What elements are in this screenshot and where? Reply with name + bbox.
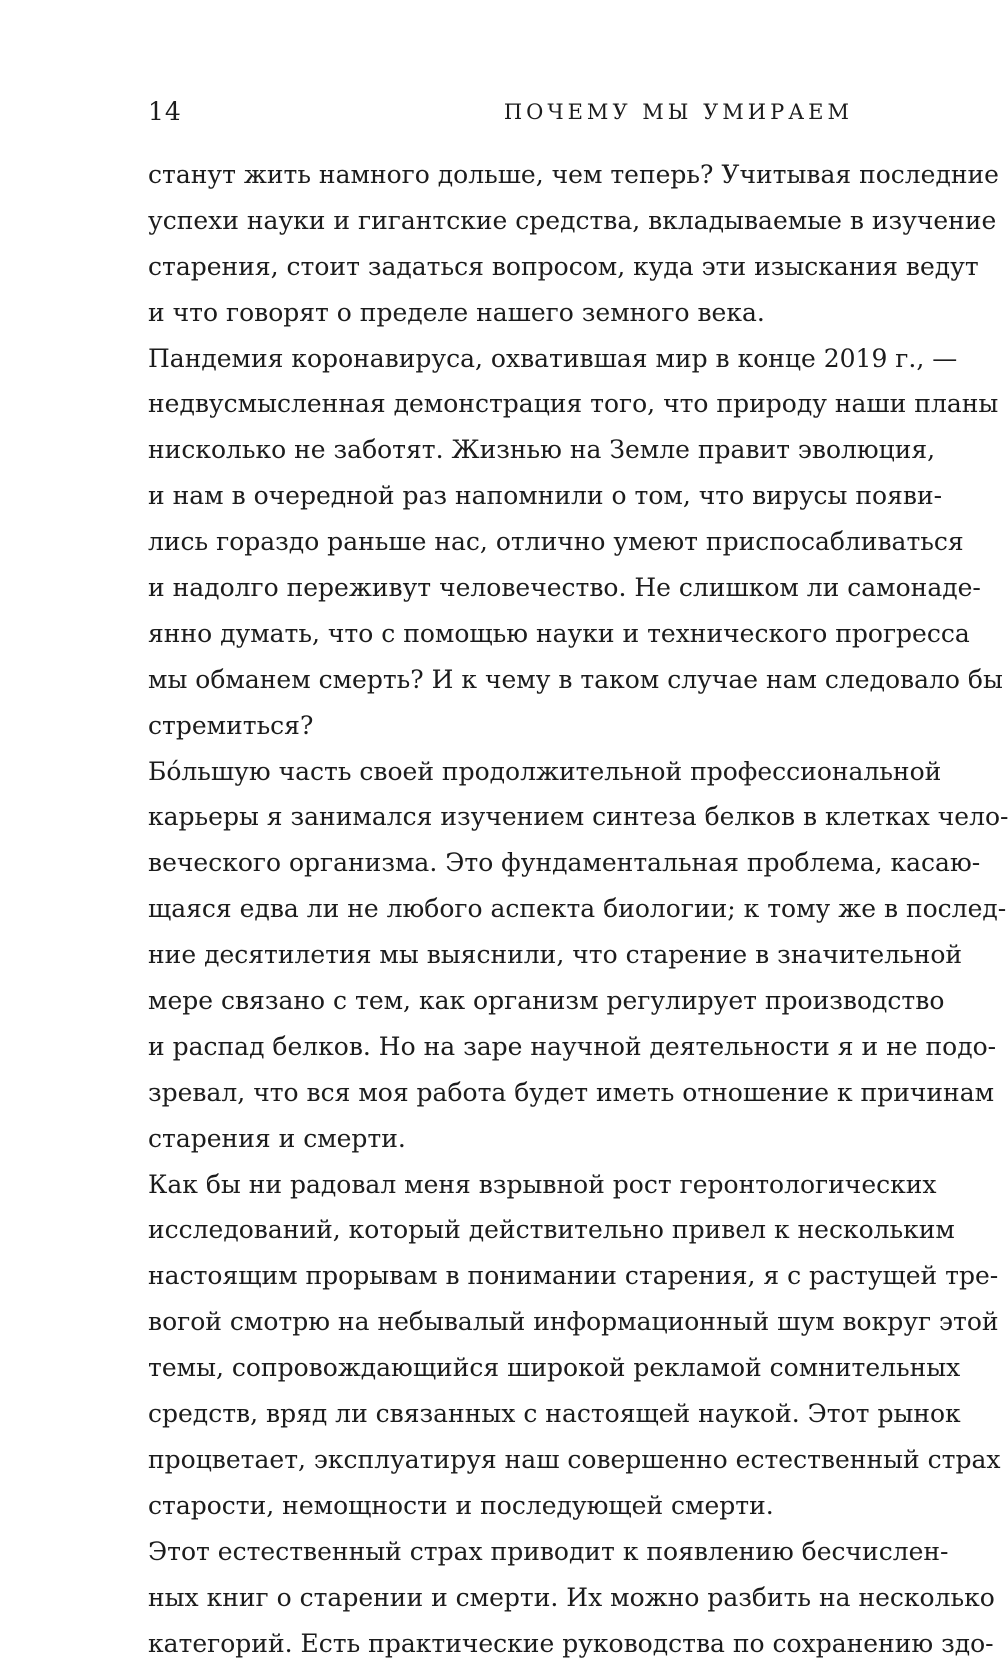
text-line: и что говорят о пределе нашего земного века.	[148, 290, 853, 336]
text-line: вогой смотрю на небывалый информационный шум вокруг этой	[148, 1299, 853, 1345]
text-line: и нам в очередной раз напомнили о том, что вирусы появи-	[148, 473, 853, 519]
text-line: недвусмысленная демонстрация того, что природу наши планы	[148, 381, 853, 427]
text-line: процветает, эксплуатируя наш совершенно естественный страх	[148, 1437, 853, 1483]
text-line: лись гораздо раньше нас, отлично умеют приспосабливаться	[148, 519, 853, 565]
text-line: веческого организма. Это фундаментальная проблема, касаю-	[148, 840, 853, 886]
page-number: 14	[148, 92, 182, 132]
text-line: старения, стоит задаться вопросом, куда эти изыскания ведут	[148, 244, 853, 290]
text-line: настоящим прорывам в понимании старения, я с растущей тре-	[148, 1253, 853, 1299]
text-line: исследований, который действительно привел к нескольким	[148, 1207, 853, 1253]
text-line: мере связано с тем, как организм регулирует производство	[148, 978, 853, 1024]
text-line: янно думать, что с помощью науки и технического прогресса	[148, 611, 853, 657]
text-line: Этот естественный страх приводит к появлению бесчислен-	[148, 1529, 853, 1575]
running-title: ПОЧЕМУ МЫ УМИРАЕМ	[504, 92, 853, 132]
text-line: зревал, что вся моя работа будет иметь отношение к причинам	[148, 1070, 853, 1116]
text-line: успехи науки и гигантские средства, вкладываемые в изучение	[148, 198, 853, 244]
text-line: ние десятилетия мы выяснили, что старение в значительной	[148, 932, 853, 978]
text-line: Пандемия коронавируса, охватившая мир в конце 2019 г., —	[148, 336, 853, 382]
body-text	[148, 152, 853, 1666]
text-line: и распад белков. Но на заре научной деятельности я и не подо-	[148, 1024, 853, 1070]
text-line: и надолго переживут человечество. Не слишком ли самонаде-	[148, 565, 853, 611]
text-line: станут жить намного дольше, чем теперь? Учитывая последние	[148, 152, 853, 198]
text-line: ных книг о старении и смерти. Их можно разбить на несколько	[148, 1575, 853, 1621]
text-line: стремиться?	[148, 703, 853, 749]
text-line: старения и смерти.	[148, 1116, 853, 1162]
text-line: мы обманем смерть? И к чему в таком случае нам следовало бы	[148, 657, 853, 703]
text-line: Как бы ни радовал меня взрывной рост геронтологических	[148, 1162, 853, 1208]
text-line: средств, вряд ли связанных с настоящей наукой. Этот рынок	[148, 1391, 853, 1437]
text-line: темы, сопровождающийся широкой рекламой сомнительных	[148, 1345, 853, 1391]
text-line: старости, немощности и последующей смерти.	[148, 1483, 853, 1529]
text-line: категорий. Есть практические руководства по сохранению здо-	[148, 1621, 853, 1666]
running-head	[148, 92, 853, 132]
text-line: щаяся едва ли не любого аспекта биологии; к тому же в послед-	[148, 886, 853, 932]
text-line: карьеры я занимался изучением синтеза белков в клетках чело-	[148, 794, 853, 840]
text-line: нисколько не заботят. Жизнью на Земле правит эволюция,	[148, 427, 853, 473]
text-line: Бо́льшую часть своей продолжительной профессиональной	[148, 749, 853, 795]
